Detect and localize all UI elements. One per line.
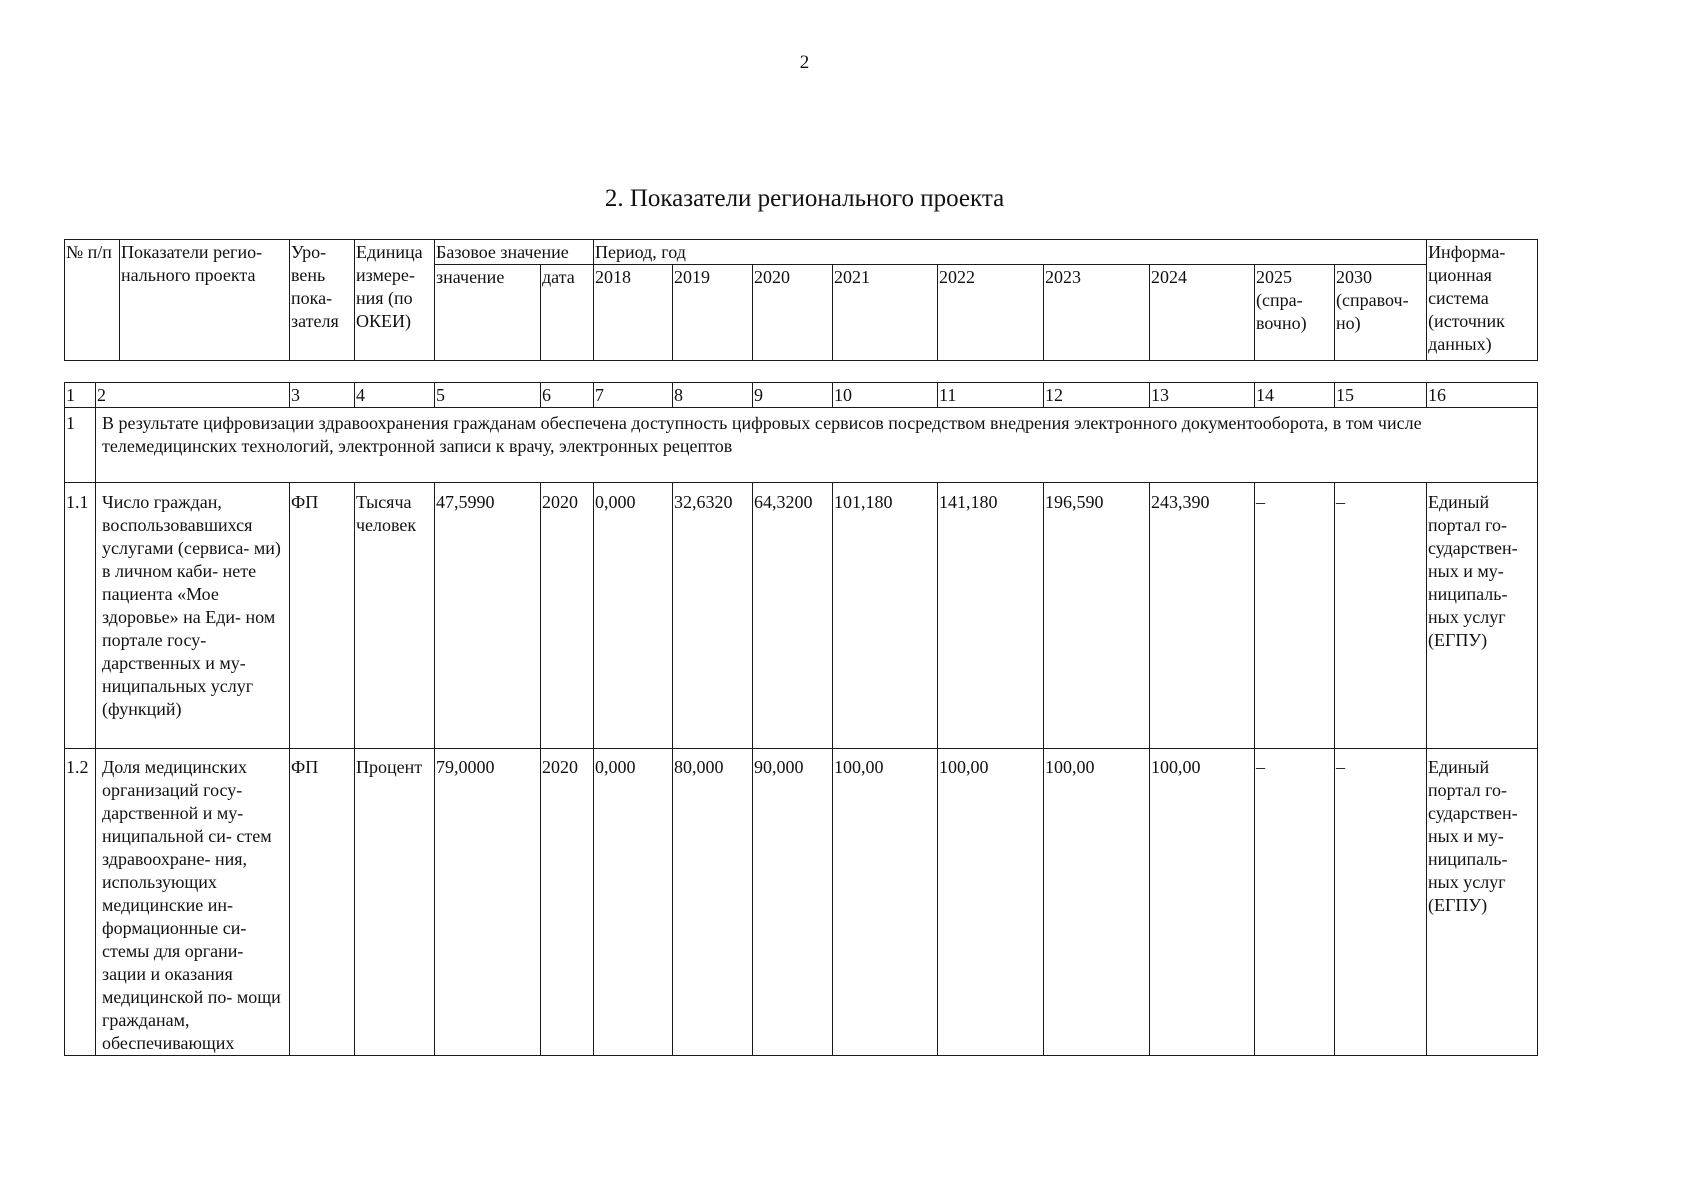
column-number: 3	[290, 383, 355, 408]
header-level: Уро- вень пока- зателя	[290, 240, 355, 361]
row-value: –	[1255, 749, 1335, 1056]
row-value: 101,180	[833, 483, 938, 749]
row-value: 90,000	[753, 749, 833, 1056]
row-base-value: 47,5990	[435, 483, 541, 749]
row-value: –	[1335, 749, 1427, 1056]
row-value: 64,3200	[753, 483, 833, 749]
row-value: 243,390	[1150, 483, 1255, 749]
header-base-value-value: значение	[435, 265, 541, 361]
header-base-value: Базовое значение	[435, 240, 594, 265]
row-indicator: Доля медицинских организаций госу- дарственной и му- ниципальной си- стем здравоохране- ния, использующих медицинские ин- формационные си- стемы для органи- зации и оказания медицинской по- мощи гражданам, обеспечивающих	[96, 749, 290, 1056]
column-number: 13	[1150, 383, 1255, 408]
row-value: 100,00	[938, 749, 1044, 1056]
row-unit: Процент	[355, 749, 435, 1056]
table-body	[64, 382, 1538, 1056]
header-year: 2020	[753, 265, 833, 361]
column-number: 2	[96, 383, 290, 408]
column-number: 10	[833, 383, 938, 408]
header-year: 2025 (спра- вочно)	[1255, 265, 1335, 361]
row-base-date: 2020	[541, 483, 594, 749]
header-year: 2019	[673, 265, 753, 361]
row-value: 100,00	[1044, 749, 1150, 1056]
row-value: 141,180	[938, 483, 1044, 749]
column-number: 7	[594, 383, 673, 408]
column-number: 15	[1335, 383, 1427, 408]
header-year: 2022	[938, 265, 1044, 361]
page-number: 2	[799, 52, 810, 73]
table-row	[65, 483, 1538, 749]
row-value: 32,6320	[673, 483, 753, 749]
row-number: 1.2	[65, 749, 96, 1056]
header-year: 2023	[1044, 265, 1150, 361]
row-base-value: 79,0000	[435, 749, 541, 1056]
row-info-system: Единый портал го- сударствен- ных и му- ниципаль- ных услуг (ЕГПУ)	[1427, 749, 1538, 1056]
header-base-value-date: дата	[541, 265, 594, 361]
header-info-system: Информа- ционная система (источник данных)	[1427, 240, 1538, 361]
goal-row	[65, 408, 1538, 483]
header-period: Период, год	[594, 240, 1427, 265]
row-number: 1.1	[65, 483, 96, 749]
row-value: 80,000	[673, 749, 753, 1056]
column-number-row	[65, 383, 1538, 408]
row-value: 0,000	[594, 749, 673, 1056]
header-unit: Единица измере- ния (по ОКЕИ)	[355, 240, 435, 361]
column-number: 9	[753, 383, 833, 408]
row-value: 100,00	[1150, 749, 1255, 1056]
section-title: 2. Показатели регионального проекта	[604, 185, 1005, 212]
column-number: 16	[1427, 383, 1538, 408]
column-number: 1	[65, 383, 96, 408]
row-value: 0,000	[594, 483, 673, 749]
header-year: 2018	[594, 265, 673, 361]
column-number: 4	[355, 383, 435, 408]
column-number: 11	[938, 383, 1044, 408]
row-level: ФП	[290, 483, 355, 749]
column-number: 14	[1255, 383, 1335, 408]
column-number: 5	[435, 383, 541, 408]
column-number: 8	[673, 383, 753, 408]
table-header	[64, 239, 1538, 361]
header-year: 2021	[833, 265, 938, 361]
header-num: № п/п	[65, 240, 120, 361]
row-base-date: 2020	[541, 749, 594, 1056]
goal-text: В результате цифровизации здравоохранения гражданам обеспечена доступность цифровых сервисов посредством внедрения электронного документооборота, в том числе телемедицинских технологий, электронной записи к врачу, электронных рецептов	[96, 408, 1538, 483]
row-indicator: Число граждан, воспользовавшихся услугами (сервиса- ми) в личном каби- нете пациента «Мое здоровье» на Еди- ном портале госу- дарственных и му- ниципальных услуг (функций)	[96, 483, 290, 749]
row-unit: Тысяча человек	[355, 483, 435, 749]
row-value: –	[1255, 483, 1335, 749]
row-info-system: Единый портал го- сударствен- ных и му- ниципаль- ных услуг (ЕГПУ)	[1427, 483, 1538, 749]
row-value: 100,00	[833, 749, 938, 1056]
header-year: 2024	[1150, 265, 1255, 361]
row-level: ФП	[290, 749, 355, 1056]
column-number: 6	[541, 383, 594, 408]
table-row	[65, 749, 1538, 1056]
column-number: 12	[1044, 383, 1150, 408]
row-value: –	[1335, 483, 1427, 749]
header-indicator: Показатели регио- нального проекта	[120, 240, 290, 361]
row-value: 196,590	[1044, 483, 1150, 749]
goal-number: 1	[65, 408, 96, 483]
header-year: 2030 (справоч- но)	[1335, 265, 1427, 361]
